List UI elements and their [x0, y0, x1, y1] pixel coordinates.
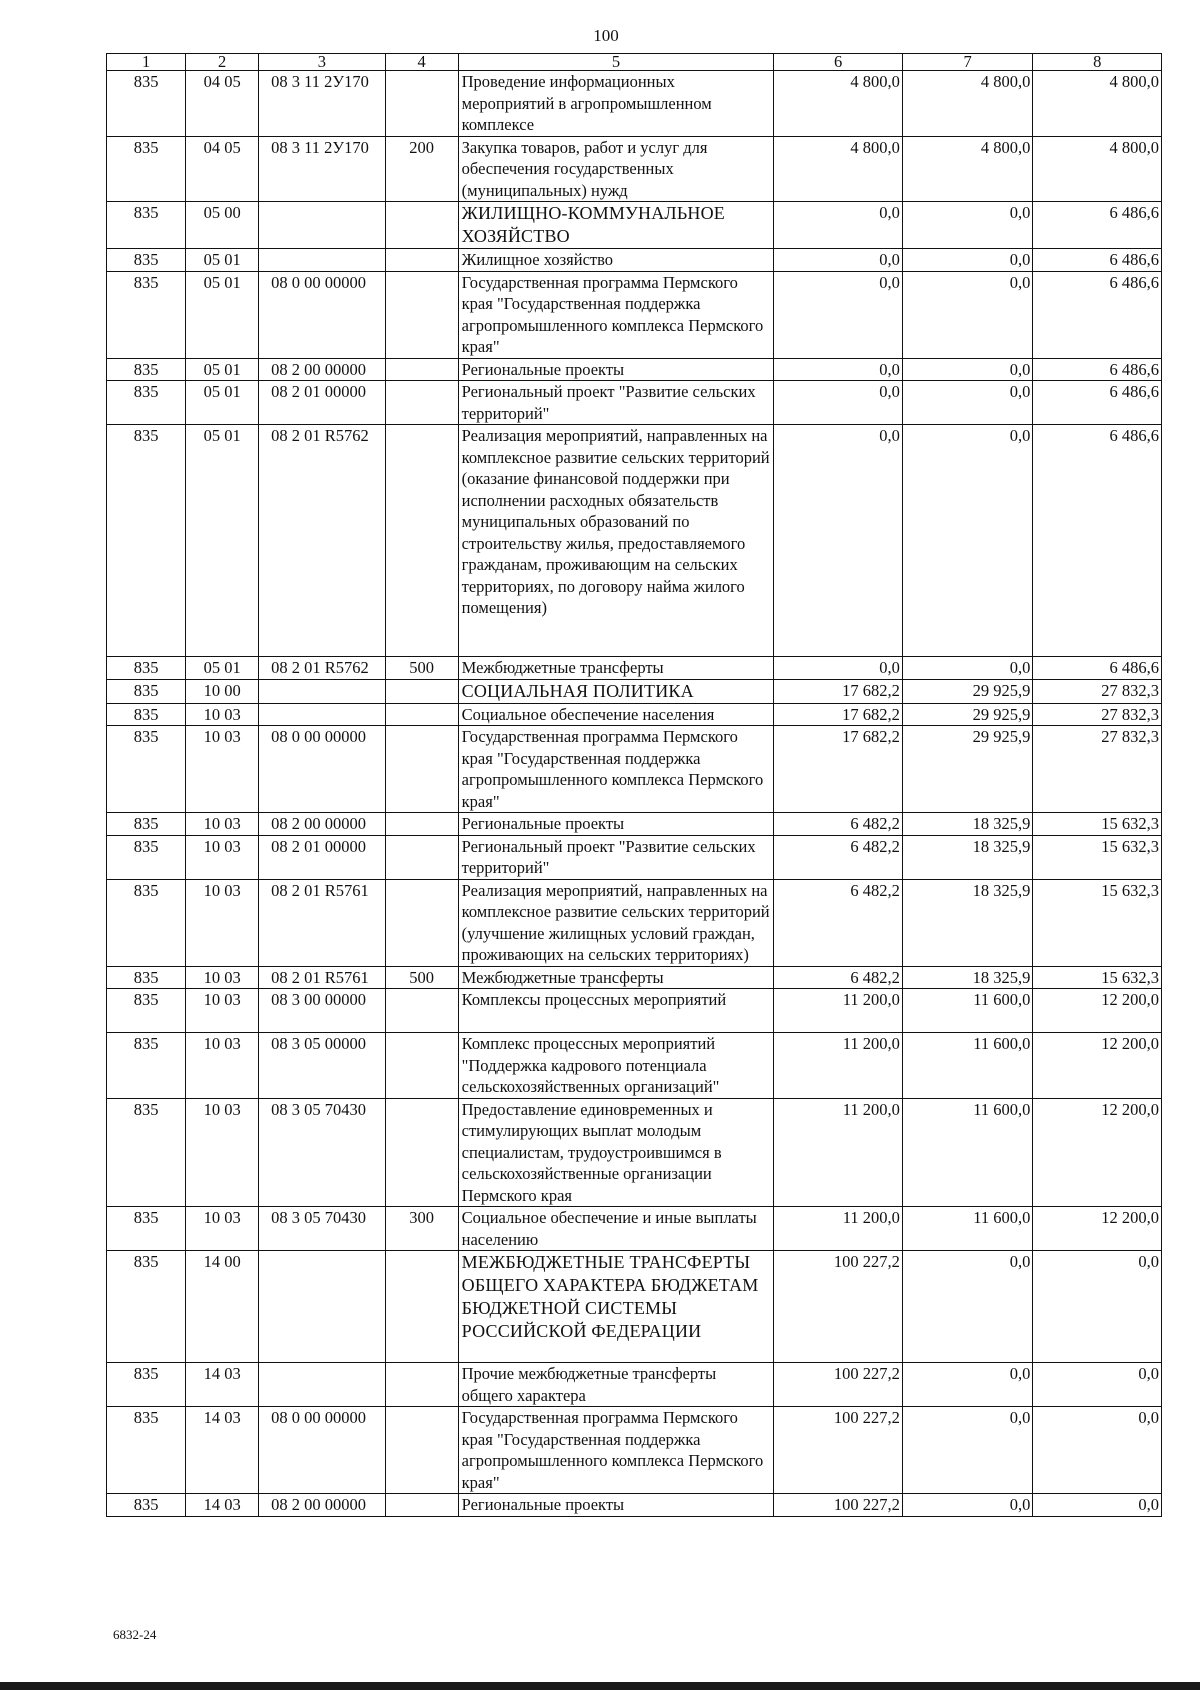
amount-col8: 6 486,6	[1033, 271, 1162, 358]
item-name: Государственная программа Пермского края "Государственная поддержка агропромышленного комплекса Пермского края"	[458, 1407, 774, 1494]
amount-col6: 11 200,0	[774, 989, 903, 1033]
expense-type-code	[385, 1098, 458, 1207]
amount-col8: 27 832,3	[1033, 726, 1162, 813]
amount-col6: 0,0	[774, 358, 903, 381]
amount-col7: 29 925,9	[902, 679, 1033, 703]
target-article-code: 08 3 11 2У170	[259, 136, 385, 202]
item-name: Комплексы процессных мероприятий	[458, 989, 774, 1033]
amount-col7: 0,0	[902, 249, 1033, 272]
ministry-code: 835	[107, 657, 186, 680]
table-row	[107, 358, 1162, 381]
target-article-code: 08 3 05 70430	[259, 1207, 385, 1251]
expense-type-code	[385, 202, 458, 249]
item-name: Государственная программа Пермского края "Государственная поддержка агропромышленного комплекса Пермского края"	[458, 271, 774, 358]
amount-col8: 15 632,3	[1033, 835, 1162, 879]
amount-col8: 27 832,3	[1033, 679, 1162, 703]
expense-type-code	[385, 1407, 458, 1494]
target-article-code	[259, 703, 385, 726]
item-name: СОЦИАЛЬНАЯ ПОЛИТИКА	[458, 679, 774, 703]
amount-col6: 100 227,2	[774, 1494, 903, 1517]
item-name: Социальное обеспечение населения	[458, 703, 774, 726]
section-code: 14 03	[186, 1363, 259, 1407]
amount-col8: 12 200,0	[1033, 1033, 1162, 1099]
amount-col7: 11 600,0	[902, 1033, 1033, 1099]
header-row	[107, 54, 1162, 71]
amount-col6: 11 200,0	[774, 1098, 903, 1207]
amount-col7: 0,0	[902, 425, 1033, 657]
ministry-code: 835	[107, 136, 186, 202]
column-header-2: 2	[186, 54, 259, 71]
target-article-code: 08 2 01 R5761	[259, 966, 385, 989]
target-article-code	[259, 202, 385, 249]
expense-type-code: 500	[385, 966, 458, 989]
expense-type-code	[385, 1033, 458, 1099]
section-code: 10 03	[186, 879, 259, 966]
section-code: 05 00	[186, 202, 259, 249]
amount-col8: 4 800,0	[1033, 136, 1162, 202]
ministry-code: 835	[107, 989, 186, 1033]
table-row	[107, 1098, 1162, 1207]
amount-col8: 0,0	[1033, 1494, 1162, 1517]
target-article-code	[259, 1251, 385, 1363]
ministry-code: 835	[107, 703, 186, 726]
item-name: Социальное обеспечение и иные выплаты населению	[458, 1207, 774, 1251]
table-row	[107, 381, 1162, 425]
amount-col7: 18 325,9	[902, 813, 1033, 836]
section-code: 14 03	[186, 1494, 259, 1517]
table-row	[107, 1207, 1162, 1251]
amount-col7: 29 925,9	[902, 703, 1033, 726]
item-name: Жилищное хозяйство	[458, 249, 774, 272]
target-article-code	[259, 249, 385, 272]
amount-col6: 0,0	[774, 657, 903, 680]
expense-type-code	[385, 879, 458, 966]
section-code: 05 01	[186, 358, 259, 381]
item-name: Прочие межбюджетные трансферты общего характера	[458, 1363, 774, 1407]
amount-col8: 15 632,3	[1033, 966, 1162, 989]
section-code: 10 03	[186, 703, 259, 726]
table-row	[107, 71, 1162, 137]
amount-col8: 4 800,0	[1033, 71, 1162, 137]
item-name: Региональный проект "Развитие сельских территорий"	[458, 835, 774, 879]
item-name: МЕЖБЮДЖЕТНЫЕ ТРАНСФЕРТЫ ОБЩЕГО ХАРАКТЕРА БЮДЖЕТАМ БЮДЖЕТНОЙ СИСТЕМЫ РОССИЙСКОЙ ФЕДЕРАЦИИ	[458, 1251, 774, 1363]
target-article-code: 08 3 11 2У170	[259, 71, 385, 137]
amount-col7: 0,0	[902, 358, 1033, 381]
target-article-code	[259, 679, 385, 703]
budget-table	[106, 53, 1162, 1517]
section-code: 05 01	[186, 425, 259, 657]
table-row	[107, 813, 1162, 836]
item-name: Реализация мероприятий, направленных на комплексное развитие сельских территорий (оказание финансовой поддержки при исполнении расходных обязательств муниципальных образований по строительству жилья, предоставляемого гражданам, проживающим на сельских территориях, по договору найма жилого помещения)	[458, 425, 774, 657]
amount-col7: 0,0	[902, 1494, 1033, 1517]
amount-col6: 4 800,0	[774, 71, 903, 137]
table-row	[107, 271, 1162, 358]
amount-col8: 12 200,0	[1033, 989, 1162, 1033]
ministry-code: 835	[107, 966, 186, 989]
amount-col8: 6 486,6	[1033, 425, 1162, 657]
amount-col6: 17 682,2	[774, 679, 903, 703]
amount-col7: 18 325,9	[902, 835, 1033, 879]
section-code: 04 05	[186, 71, 259, 137]
expense-type-code: 200	[385, 136, 458, 202]
amount-col7: 0,0	[902, 1363, 1033, 1407]
footer-code: 6832-24	[113, 1627, 157, 1642]
column-header-4: 4	[385, 54, 458, 71]
amount-col7: 0,0	[902, 381, 1033, 425]
item-name: Региональные проекты	[458, 813, 774, 836]
ministry-code: 835	[107, 271, 186, 358]
amount-col6: 6 482,2	[774, 835, 903, 879]
ministry-code: 835	[107, 202, 186, 249]
table-row	[107, 879, 1162, 966]
section-code: 05 01	[186, 381, 259, 425]
section-code: 05 01	[186, 271, 259, 358]
ministry-code: 835	[107, 381, 186, 425]
table-row	[107, 249, 1162, 272]
amount-col7: 0,0	[902, 657, 1033, 680]
table-row	[107, 1363, 1162, 1407]
amount-col8: 15 632,3	[1033, 813, 1162, 836]
table-body	[107, 71, 1162, 1517]
section-code: 10 03	[186, 813, 259, 836]
amount-col7: 0,0	[902, 271, 1033, 358]
table-row	[107, 966, 1162, 989]
expense-type-code	[385, 1363, 458, 1407]
ministry-code: 835	[107, 835, 186, 879]
table-row	[107, 136, 1162, 202]
amount-col8: 27 832,3	[1033, 703, 1162, 726]
target-article-code: 08 0 00 00000	[259, 1407, 385, 1494]
section-code: 05 01	[186, 249, 259, 272]
page-number: 100	[593, 26, 619, 45]
amount-col6: 0,0	[774, 425, 903, 657]
amount-col7: 0,0	[902, 1407, 1033, 1494]
table-row	[107, 1407, 1162, 1494]
expense-type-code	[385, 813, 458, 836]
amount-col7: 29 925,9	[902, 726, 1033, 813]
amount-col7: 0,0	[902, 1251, 1033, 1363]
column-header-7: 7	[902, 54, 1033, 71]
target-article-code: 08 2 00 00000	[259, 358, 385, 381]
amount-col6: 17 682,2	[774, 726, 903, 813]
amount-col6: 11 200,0	[774, 1207, 903, 1251]
table-row	[107, 835, 1162, 879]
ministry-code: 835	[107, 879, 186, 966]
target-article-code: 08 2 01 R5762	[259, 657, 385, 680]
target-article-code: 08 3 00 00000	[259, 989, 385, 1033]
ministry-code: 835	[107, 1363, 186, 1407]
section-code: 14 03	[186, 1407, 259, 1494]
expense-type-code	[385, 703, 458, 726]
amount-col6: 6 482,2	[774, 966, 903, 989]
table-row	[107, 1033, 1162, 1099]
amount-col6: 100 227,2	[774, 1251, 903, 1363]
expense-type-code	[385, 726, 458, 813]
section-code: 10 00	[186, 679, 259, 703]
expense-type-code	[385, 679, 458, 703]
target-article-code	[259, 1363, 385, 1407]
amount-col8: 6 486,6	[1033, 202, 1162, 249]
table-row	[107, 1251, 1162, 1363]
target-article-code: 08 2 01 00000	[259, 381, 385, 425]
ministry-code: 835	[107, 1494, 186, 1517]
ministry-code: 835	[107, 249, 186, 272]
section-code: 10 03	[186, 1207, 259, 1251]
ministry-code: 835	[107, 726, 186, 813]
amount-col6: 6 482,2	[774, 879, 903, 966]
table-row	[107, 202, 1162, 249]
section-code: 14 00	[186, 1251, 259, 1363]
amount-col8: 6 486,6	[1033, 249, 1162, 272]
expense-type-code	[385, 358, 458, 381]
ministry-code: 835	[107, 358, 186, 381]
target-article-code: 08 2 01 00000	[259, 835, 385, 879]
ministry-code: 835	[107, 425, 186, 657]
amount-col6: 0,0	[774, 249, 903, 272]
expense-type-code: 500	[385, 657, 458, 680]
expense-type-code	[385, 381, 458, 425]
expense-type-code	[385, 989, 458, 1033]
ministry-code: 835	[107, 1098, 186, 1207]
expense-type-code	[385, 271, 458, 358]
ministry-code: 835	[107, 1251, 186, 1363]
column-header-3: 3	[259, 54, 385, 71]
table-row	[107, 703, 1162, 726]
target-article-code: 08 2 00 00000	[259, 813, 385, 836]
target-article-code: 08 0 00 00000	[259, 726, 385, 813]
amount-col6: 11 200,0	[774, 1033, 903, 1099]
target-article-code: 08 3 05 00000	[259, 1033, 385, 1099]
amount-col6: 0,0	[774, 202, 903, 249]
section-code: 10 03	[186, 989, 259, 1033]
expense-type-code	[385, 835, 458, 879]
expense-type-code	[385, 71, 458, 137]
section-code: 04 05	[186, 136, 259, 202]
amount-col6: 0,0	[774, 271, 903, 358]
amount-col6: 4 800,0	[774, 136, 903, 202]
amount-col6: 100 227,2	[774, 1407, 903, 1494]
ministry-code: 835	[107, 1207, 186, 1251]
target-article-code: 08 2 00 00000	[259, 1494, 385, 1517]
amount-col7: 18 325,9	[902, 966, 1033, 989]
amount-col6: 0,0	[774, 381, 903, 425]
column-header-8: 8	[1033, 54, 1162, 71]
amount-col8: 0,0	[1033, 1407, 1162, 1494]
item-name: Межбюджетные трансферты	[458, 657, 774, 680]
amount-col8: 6 486,6	[1033, 381, 1162, 425]
section-code: 10 03	[186, 1098, 259, 1207]
expense-type-code	[385, 425, 458, 657]
amount-col8: 15 632,3	[1033, 879, 1162, 966]
scan-bottom-edge	[0, 1682, 1200, 1690]
item-name: Межбюджетные трансферты	[458, 966, 774, 989]
amount-col7: 0,0	[902, 202, 1033, 249]
column-header-5: 5	[458, 54, 774, 71]
item-name: Реализация мероприятий, направленных на комплексное развитие сельских территорий (улучшение жилищных условий граждан, проживающих на сельских территориях)	[458, 879, 774, 966]
amount-col6: 6 482,2	[774, 813, 903, 836]
amount-col7: 11 600,0	[902, 1098, 1033, 1207]
amount-col8: 0,0	[1033, 1251, 1162, 1363]
amount-col8: 6 486,6	[1033, 657, 1162, 680]
item-name: Комплекс процессных мероприятий "Поддержка кадрового потенциала сельскохозяйственных организаций"	[458, 1033, 774, 1099]
section-code: 10 03	[186, 835, 259, 879]
amount-col7: 11 600,0	[902, 1207, 1033, 1251]
section-code: 10 03	[186, 1033, 259, 1099]
table-row	[107, 989, 1162, 1033]
ministry-code: 835	[107, 1033, 186, 1099]
amount-col8: 12 200,0	[1033, 1207, 1162, 1251]
table-row	[107, 726, 1162, 813]
item-name: Закупка товаров, работ и услуг для обеспечения государственных (муниципальных) нужд	[458, 136, 774, 202]
column-header-6: 6	[774, 54, 903, 71]
column-header-1: 1	[107, 54, 186, 71]
item-name: ЖИЛИЩНО-КОММУНАЛЬНОЕ ХОЗЯЙСТВО	[458, 202, 774, 249]
section-code: 10 03	[186, 966, 259, 989]
item-name: Проведение информационных мероприятий в агропромышленном комплексе	[458, 71, 774, 137]
amount-col8: 12 200,0	[1033, 1098, 1162, 1207]
expense-type-code: 300	[385, 1207, 458, 1251]
target-article-code: 08 0 00 00000	[259, 271, 385, 358]
item-name: Предоставление единовременных и стимулирующих выплат молодым специалистам, трудоустроившимся в сельскохозяйственные организации Пермского края	[458, 1098, 774, 1207]
ministry-code: 835	[107, 71, 186, 137]
amount-col6: 100 227,2	[774, 1363, 903, 1407]
item-name: Региональный проект "Развитие сельских территорий"	[458, 381, 774, 425]
amount-col7: 4 800,0	[902, 136, 1033, 202]
item-name: Региональные проекты	[458, 358, 774, 381]
amount-col7: 4 800,0	[902, 71, 1033, 137]
target-article-code: 08 3 05 70430	[259, 1098, 385, 1207]
ministry-code: 835	[107, 813, 186, 836]
item-name: Региональные проекты	[458, 1494, 774, 1517]
target-article-code: 08 2 01 R5762	[259, 425, 385, 657]
ministry-code: 835	[107, 679, 186, 703]
table-row	[107, 425, 1162, 657]
item-name: Государственная программа Пермского края "Государственная поддержка агропромышленного комплекса Пермского края"	[458, 726, 774, 813]
section-code: 05 01	[186, 657, 259, 680]
expense-type-code	[385, 1251, 458, 1363]
section-code: 10 03	[186, 726, 259, 813]
table-row	[107, 1494, 1162, 1517]
expense-type-code	[385, 249, 458, 272]
table-row	[107, 657, 1162, 680]
amount-col6: 17 682,2	[774, 703, 903, 726]
expense-type-code	[385, 1494, 458, 1517]
target-article-code: 08 2 01 R5761	[259, 879, 385, 966]
ministry-code: 835	[107, 1407, 186, 1494]
amount-col8: 0,0	[1033, 1363, 1162, 1407]
amount-col7: 11 600,0	[902, 989, 1033, 1033]
amount-col8: 6 486,6	[1033, 358, 1162, 381]
table-row	[107, 679, 1162, 703]
amount-col7: 18 325,9	[902, 879, 1033, 966]
